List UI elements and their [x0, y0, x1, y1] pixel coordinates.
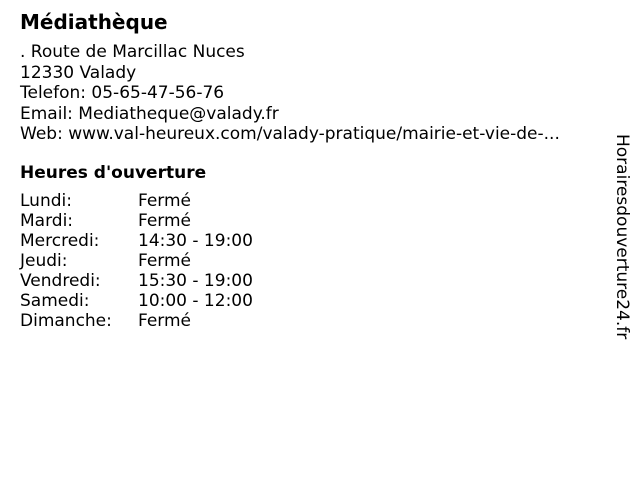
place-card: [20, 10, 595, 331]
hours-time: Fermé: [138, 210, 192, 231]
hours-day: Lundi:: [20, 190, 72, 211]
place-title: Médiathèque: [20, 10, 168, 34]
hours-day: Dimanche:: [20, 310, 112, 331]
opening-hours-list: [20, 191, 595, 331]
hours-row-tuesday: [20, 211, 595, 231]
vertical-site-name: Horairesdouverture24.fr: [612, 134, 632, 340]
hours-day: Vendredi:: [20, 270, 101, 291]
hours-time: Fermé: [138, 190, 192, 211]
hours-day: Mardi:: [20, 210, 74, 231]
address-line-2: 12330 Valady: [20, 62, 137, 83]
hours-time: Fermé: [138, 310, 192, 331]
hours-day: Jeudi:: [20, 250, 68, 271]
hours-row-wednesday: [20, 231, 595, 251]
hours-row-sunday: [20, 311, 595, 331]
hours-day: Samedi:: [20, 290, 90, 311]
opening-hours-title: Heures d'ouverture: [20, 162, 207, 183]
hours-day: Mercredi:: [20, 230, 100, 251]
hours-row-saturday: [20, 291, 595, 311]
hours-row-friday: [20, 271, 595, 291]
address-line-1: . Route de Marcillac Nuces: [20, 42, 245, 62]
hours-time: 10:00 - 12:00: [138, 290, 253, 311]
website-line: Web: www.val-heureux.com/valady-pratique/mairie-et-vie-de-...: [20, 124, 560, 144]
hours-time: 15:30 - 19:00: [138, 270, 253, 291]
hours-row-monday: [20, 191, 595, 211]
phone-line: Telefon: 05-65-47-56-76: [20, 83, 225, 103]
hours-row-thursday: [20, 251, 595, 271]
hours-time: 14:30 - 19:00: [138, 230, 253, 251]
email-line: Email: Mediatheque@valady.fr: [20, 103, 279, 124]
hours-time: Fermé: [138, 250, 192, 271]
